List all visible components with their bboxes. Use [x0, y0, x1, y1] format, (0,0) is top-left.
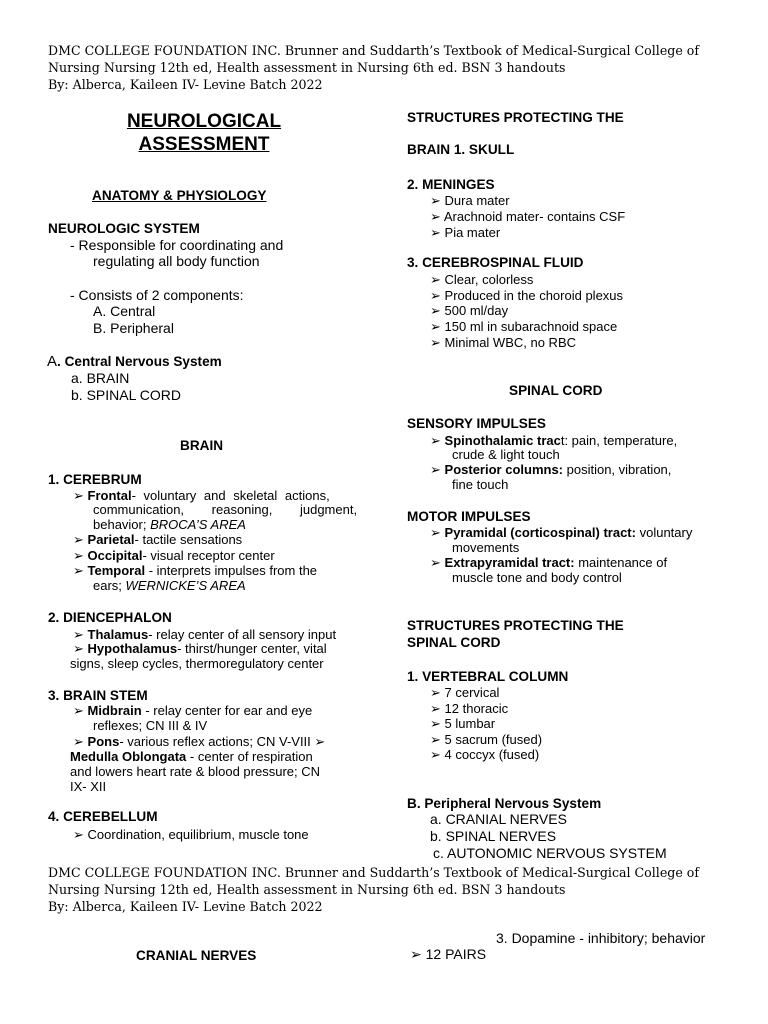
arrow-bullet-icon: ➢: [73, 627, 84, 642]
medulla-term: Medulla Oblongata: [70, 749, 187, 764]
anatomy-heading: ANATOMY & PHYSIOLOGY: [92, 188, 267, 203]
arrow-bullet-icon: ➢: [430, 685, 441, 700]
arrow-bullet-icon: ➢: [430, 319, 441, 334]
pns-heading: B. Peripheral Nervous System: [407, 796, 602, 811]
posterior-term: Posterior columns:: [444, 462, 563, 477]
csf-heading: 3. CEREBROSPINAL FLUID: [407, 255, 584, 270]
spinothalamic-term: Spinothalamic trac: [444, 433, 561, 448]
arrow-bullet-icon: ➢: [430, 555, 441, 570]
vertebral-item-text: 7 cervical: [444, 685, 500, 700]
arrow-bullet-icon: ➢: [430, 732, 441, 747]
arrow-bullet-icon: ➢: [73, 488, 84, 503]
diencephalon-heading: 2. DIENCEPHALON: [48, 610, 172, 625]
header-line-1: DMC COLLEGE FOUNDATION INC. Brunner and Suddarth’s Textbook of Medical-Surgical College of: [48, 43, 700, 58]
pons-desc: - various reflex actions; CN V-VIII ➢: [119, 734, 326, 749]
extrapyramidal-desc-2: muscle tone and body control: [452, 570, 622, 585]
pns-item-cranial: a. CRANIAL NERVES: [430, 811, 567, 827]
sensory-heading: SENSORY IMPULSES: [407, 416, 546, 431]
medulla-desc-3: IX- XII: [70, 779, 107, 794]
extrapyramidal-desc: maintenance of: [574, 555, 668, 570]
spinothalamic-desc: t: pain, temperature,: [560, 433, 678, 448]
arrow-bullet-icon: ➢: [73, 563, 84, 578]
temporal-desc-2-text: ears;: [93, 578, 126, 593]
arrow-bullet-icon: ➢: [430, 525, 441, 540]
pons-term: Pons: [87, 734, 120, 749]
frontal-desc-2: communication, reasoning, judgment,: [93, 502, 358, 517]
arrow-bullet-icon: ➢: [430, 288, 441, 303]
arrow-bullet-icon: ➢: [430, 747, 441, 762]
spinal-cord-heading: SPINAL CORD: [509, 383, 603, 398]
header-line-3: By: Alberca, Kaileen IV- Levine Batch 2022: [48, 899, 323, 914]
csf-item-text: Clear, colorless: [444, 272, 534, 287]
header-line-1: DMC COLLEGE FOUNDATION INC. Brunner and Suddarth’s Textbook of Medical-Surgical College of: [48, 865, 700, 880]
midbrain-term: Midbrain: [87, 703, 142, 718]
midbrain-desc-2: reflexes; CN III & IV: [93, 718, 208, 733]
vertebral-item-text: 12 thoracic: [444, 701, 509, 716]
brain-heading: BRAIN: [180, 438, 224, 453]
arrow-bullet-icon: ➢: [430, 303, 441, 318]
arrow-bullet-icon: ➢: [73, 827, 84, 842]
parietal-desc: - tactile sensations: [134, 532, 243, 547]
component-a: A. Central: [93, 303, 156, 319]
protect-brain-heading-1: STRUCTURES PROTECTING THE: [407, 110, 624, 125]
pyramidal-desc-2: movements: [452, 540, 520, 555]
arrow-bullet-icon: ➢: [430, 433, 441, 448]
occipital-desc: - visual receptor center: [142, 548, 275, 563]
protect-spinal-heading-1: STRUCTURES PROTECTING THE: [407, 618, 624, 633]
arrow-bullet-icon: ➢: [73, 548, 84, 563]
twelve-pairs-text: 12 PAIRS: [425, 946, 487, 962]
temporal-term: Temporal: [87, 563, 146, 578]
meninges-item-text: Pia mater: [444, 225, 501, 240]
frontal-desc-3-text: behavior;: [93, 517, 151, 532]
arrow-bullet-icon: ➢: [73, 641, 84, 656]
cns-letter: A: [47, 353, 58, 370]
vertebral-item-text: 5 sacrum (fused): [444, 732, 543, 747]
protect-spinal-heading-2: SPINAL CORD: [407, 635, 501, 650]
cerebellum-heading: 4. CEREBELLUM: [48, 809, 158, 824]
cerebellum-desc: Coordination, equilibrium, muscle tone: [87, 827, 309, 842]
arrow-bullet-icon: ➢: [430, 701, 441, 716]
twelve-pairs-item: [410, 947, 486, 963]
arrow-bullet-icon: ➢: [410, 946, 422, 962]
protect-brain-heading-2: BRAIN 1. SKULL: [407, 142, 515, 157]
thalamus-term: Thalamus: [87, 627, 149, 642]
arrow-bullet-icon: ➢: [430, 209, 441, 224]
pns-item-autonomic: c. AUTONOMIC NERVOUS SYSTEM: [433, 845, 667, 861]
hypothalamus-desc: - thirst/hunger center, vital: [177, 641, 327, 656]
csf-item-text: 150 ml in subarachnoid space: [444, 319, 618, 334]
arrow-bullet-icon: ➢: [73, 532, 84, 547]
header-line-2: Nursing Nursing 12th ed, Health assessment in Nursing 6th ed. BSN 3 handouts: [48, 882, 566, 897]
temporal-desc-1: - interprets impulses from the: [145, 563, 318, 578]
wernicke-area: WERNICKE’S AREA: [125, 578, 246, 593]
csf-item-text: 500 ml/day: [444, 303, 509, 318]
arrow-bullet-icon: ➢: [430, 225, 441, 240]
meninges-item-text: Arachnoid mater- contains CSF: [443, 209, 626, 224]
arrow-bullet-icon: ➢: [430, 193, 441, 208]
frontal-term: Frontal: [87, 488, 132, 503]
title-line-2: ASSESSMENT: [138, 134, 270, 155]
arrow-bullet-icon: ➢: [430, 462, 441, 477]
midbrain-desc: - relay center for ear and eye: [141, 703, 313, 718]
posterior-desc-2: fine touch: [452, 477, 509, 492]
vertebral-item-text: 5 lumbar: [444, 716, 496, 731]
meninges-heading: 2. MENINGES: [407, 177, 495, 192]
cns-item-brain: a. BRAIN: [71, 370, 130, 386]
responsible-line-2: regulating all body function: [93, 253, 260, 269]
title-line-1: NEUROLOGICAL: [126, 111, 282, 132]
parietal-term: Parietal: [87, 532, 135, 547]
vertebral-item-text: 4 coccyx (fused): [444, 747, 540, 762]
occipital-term: Occipital: [87, 548, 143, 563]
component-b: B. Peripheral: [93, 320, 174, 336]
hypothalamus-term: Hypothalamus: [87, 641, 178, 656]
neurologic-system-heading: NEUROLOGIC SYSTEM: [48, 221, 200, 236]
medulla-desc-2: and lowers heart rate & blood pressure; CN: [70, 764, 321, 779]
csf-item-text: Produced in the choroid plexus: [444, 288, 624, 303]
responsible-line-1: - Responsible for coordinating and: [70, 237, 284, 253]
header-line-3: By: Alberca, Kaileen IV- Levine Batch 2022: [48, 77, 323, 92]
pns-item-spinal: b. SPINAL NERVES: [430, 828, 557, 844]
brainstem-heading: 3. BRAIN STEM: [48, 688, 148, 703]
thalamus-desc: - relay center of all sensory input: [148, 627, 337, 642]
arrow-bullet-icon: ➢: [430, 272, 441, 287]
motor-heading: MOTOR IMPULSES: [407, 509, 531, 524]
arrow-bullet-icon: ➢: [73, 734, 84, 749]
broca-area: BROCA’S AREA: [150, 517, 246, 532]
hypothalamus-desc-2: signs, sleep cycles, thermoregulatory center: [70, 656, 324, 671]
arrow-bullet-icon: ➢: [73, 703, 84, 718]
frontal-desc-1: - voluntary and skeletal actions,: [131, 488, 330, 503]
pyramidal-desc: voluntary: [635, 525, 693, 540]
extrapyramidal-term: Extrapyramidal tract:: [444, 555, 575, 570]
dopamine-line: 3. Dopamine - inhibitory; behavior: [496, 930, 706, 946]
posterior-desc: position, vibration,: [563, 462, 672, 477]
medulla-desc: - center of respiration: [186, 749, 313, 764]
cns-title: . Central Nervous System: [57, 354, 222, 369]
consists-line: - Consists of 2 components:: [70, 287, 244, 303]
cranial-nerves-heading: CRANIAL NERVES: [136, 948, 257, 963]
meninges-item-text: Dura mater: [444, 193, 510, 208]
vertebral-heading: 1. VERTEBRAL COLUMN: [407, 669, 569, 684]
arrow-bullet-icon: ➢: [430, 335, 441, 350]
arrow-bullet-icon: ➢: [430, 716, 441, 731]
cns-item-spinal: b. SPINAL CORD: [71, 387, 181, 403]
pyramidal-term: Pyramidal (corticospinal) tract:: [444, 525, 636, 540]
cerebrum-heading: 1. CEREBRUM: [48, 472, 142, 487]
csf-item-text: Minimal WBC, no RBC: [444, 335, 576, 350]
header-line-2: Nursing Nursing 12th ed, Health assessment in Nursing 6th ed. BSN 3 handouts: [48, 60, 566, 75]
spinothalamic-desc-2: crude & light touch: [452, 447, 560, 462]
